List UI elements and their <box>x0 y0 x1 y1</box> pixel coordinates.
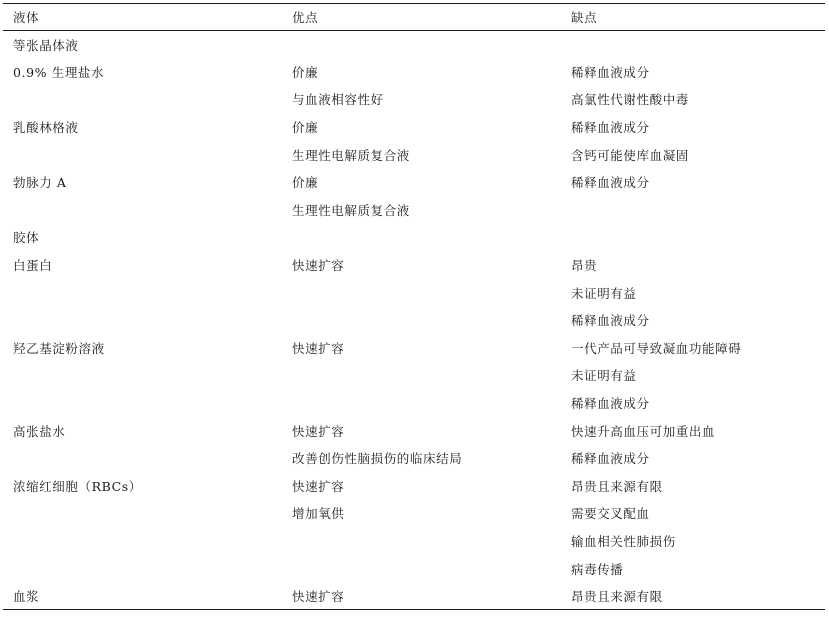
advantage-cell <box>282 306 561 334</box>
table-row <box>3 334 825 362</box>
disadvantage-cell: 稀释血液成分 <box>571 175 650 191</box>
fluid-cell <box>3 196 282 224</box>
fluid-cell: 0.9% 生理盐水 <box>13 64 105 80</box>
disadvantage-cell: 未证明有益 <box>571 368 637 384</box>
table-row <box>3 417 825 445</box>
disadvantage-cell: 稀释血液成分 <box>571 451 650 467</box>
table-row <box>3 472 825 500</box>
disadvantage-cell: 病毒传播 <box>571 561 624 577</box>
table-row <box>3 389 825 417</box>
fluid-cell <box>3 86 282 114</box>
advantage-cell: 生理性电解质复合液 <box>292 147 410 163</box>
fluid-cell: 乳酸林格液 <box>13 120 79 136</box>
fluid-cell: 血浆 <box>3 582 282 610</box>
advantage-cell <box>282 31 561 59</box>
advantage-cell: 快速扩容 <box>292 478 345 494</box>
disadvantage-cell: 未证明有益 <box>571 285 637 301</box>
fluid-cell: 浓缩红细胞（RBCs） <box>13 478 142 494</box>
disadvantage-cell: 快速升高血压可加重出血 <box>571 423 716 439</box>
table-row <box>3 31 825 59</box>
disadvantage-cell: 输血相关性肺损伤 <box>571 533 676 549</box>
table-row <box>3 306 825 334</box>
fluid-cell: 羟乙基淀粉溶液 <box>13 340 105 356</box>
advantage-cell: 价廉 <box>292 64 319 80</box>
fluid-cell <box>3 306 282 334</box>
table-body <box>3 31 825 610</box>
advantage-cell: 快速扩容 <box>282 582 561 610</box>
fluid-cell <box>3 362 282 390</box>
disadvantage-cell: 稀释血液成分 <box>571 396 650 412</box>
disadvantage-cell <box>561 196 825 224</box>
disadvantage-cell: 昂贵且来源有限 <box>561 582 825 610</box>
table-row <box>3 168 825 196</box>
fluid-cell <box>3 279 282 307</box>
disadvantage-cell <box>561 224 825 252</box>
fluid-cell: 白蛋白 <box>13 258 53 274</box>
table-row <box>3 555 825 583</box>
table-row <box>3 251 825 279</box>
advantage-cell: 快速扩容 <box>292 340 345 356</box>
advantage-cell: 与血液相容性好 <box>292 92 384 108</box>
table-row <box>3 500 825 528</box>
advantage-cell: 增加氧供 <box>292 506 345 522</box>
header-row <box>3 4 825 31</box>
fluid-cell <box>3 555 282 583</box>
fluid-cell: 高张盐水 <box>13 423 66 439</box>
advantage-cell: 改善创伤性脑损伤的临床结局 <box>292 451 463 467</box>
disadvantage-cell: 稀释血液成分 <box>571 313 650 329</box>
fluid-cell: 等张晶体液 <box>13 37 79 53</box>
table-row <box>3 58 825 86</box>
advantage-cell <box>282 279 561 307</box>
disadvantage-cell: 稀释血液成分 <box>571 64 650 80</box>
advantage-cell <box>282 555 561 583</box>
fluid-cell: 勃脉力 A <box>13 175 67 191</box>
advantage-cell: 价廉 <box>292 175 319 191</box>
table-row <box>3 279 825 307</box>
disadvantage-cell: 昂贵 <box>571 258 598 274</box>
table-row <box>3 444 825 472</box>
header-disadvantages: 缺点 <box>561 4 825 31</box>
disadvantage-cell: 高氯性代谢性酸中毒 <box>571 92 689 108</box>
table-header <box>3 4 825 31</box>
disadvantage-cell: 昂贵且来源有限 <box>571 478 663 494</box>
advantage-cell <box>282 362 561 390</box>
table-row <box>3 196 825 224</box>
advantage-cell <box>282 389 561 417</box>
advantage-cell <box>282 224 561 252</box>
disadvantage-cell: 需要交叉配血 <box>571 506 650 522</box>
advantage-cell: 生理性电解质复合液 <box>292 202 410 218</box>
fluid-comparison-table-container <box>3 3 825 610</box>
disadvantage-cell: 稀释血液成分 <box>571 120 650 136</box>
header-advantages: 优点 <box>282 4 561 31</box>
table-row <box>3 362 825 390</box>
advantage-cell <box>282 527 561 555</box>
fluid-comparison-table <box>3 3 825 610</box>
fluid-cell <box>3 500 282 528</box>
table-row <box>3 141 825 169</box>
disadvantage-cell: 含钙可能使库血凝固 <box>571 147 689 163</box>
header-fluid: 液体 <box>3 4 282 31</box>
advantage-cell: 价廉 <box>292 120 319 136</box>
advantage-cell: 快速扩容 <box>292 423 345 439</box>
table-row <box>3 527 825 555</box>
disadvantage-cell: 一代产品可导致凝血功能障碍 <box>571 340 742 356</box>
disadvantage-cell <box>561 31 825 59</box>
fluid-cell: 胶体 <box>13 230 40 246</box>
fluid-cell <box>3 389 282 417</box>
fluid-cell <box>3 527 282 555</box>
table-row <box>3 224 825 252</box>
table-row <box>3 582 825 610</box>
fluid-cell <box>3 141 282 169</box>
table-row <box>3 113 825 141</box>
fluid-cell <box>3 444 282 472</box>
table-row <box>3 86 825 114</box>
advantage-cell: 快速扩容 <box>292 258 345 274</box>
